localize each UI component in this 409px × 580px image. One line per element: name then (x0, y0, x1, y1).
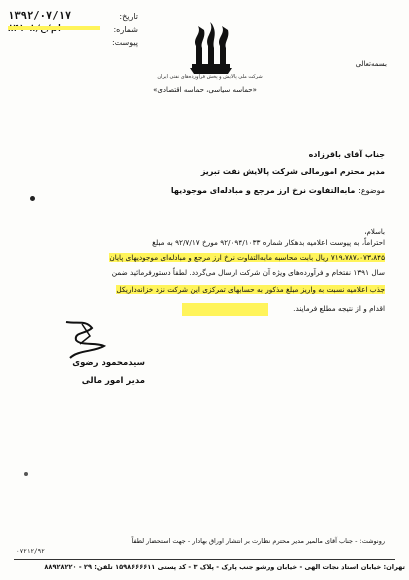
date-highlight (8, 26, 100, 30)
signatory-title: مدیر امور مالی (81, 376, 145, 386)
cc-line (132, 537, 385, 545)
recipient-title: مدیر محترم امورمالی شرکت پالایش نفت تبریز (200, 167, 385, 176)
footer-divider (14, 559, 395, 560)
attachment-label: پیوست: (111, 38, 138, 47)
subject-text: مابه‌التفاوت نرخ ارز مرجع و مبادله‌ای موجودیها (170, 186, 356, 195)
cc-reference: ۰۷۲۱۲/۹۲ (16, 548, 45, 555)
body-line-1: احتراماً، به پیوست اعلامیه بدهکار شماره ۹۲/۰۹۴/۱۰۳۳ مورخ ۹۲/۷/۱۷ به مبلغ (152, 238, 385, 247)
body-line-4: جذب اعلامیه نسبت به واریز مبلغ مذکور به حسابهای تمرکزی این شرکت نزد خزانه‌داریکل (116, 285, 385, 294)
cc-label: رونوشت: (359, 537, 385, 545)
logo-caption: شرکت ملی پالایش و پخش فرآورده‌های نفتی ایران (157, 74, 263, 80)
subject-label: موضوع: (358, 186, 385, 195)
company-logo-icon (182, 20, 238, 76)
body-line-5: اقدام و از نتیجه مطلع فرمایند. (293, 304, 385, 313)
letter-meta (8, 10, 138, 49)
body-line-3: سال ۱۳۹۱ نفتخام و فرآورده‌های ویژه آن شرکت ارسال می‌گردد. لطفاً دستورفرمائید ضمن (111, 268, 385, 277)
basmala: بسمه‌تعالی (355, 60, 387, 68)
footer-address: تهران: خیابان استاد نجات الهی - خیابان ورشو جنب پارک - پلاک ۳ - کد پستی ۱۵۹۸۶۶۶۶۱۱ تلفن: ۲۹ - ۸۸۹۲۸۲۲۰ (44, 563, 405, 571)
body-line-5-highlight (182, 303, 268, 316)
number-label: شماره: (113, 25, 138, 34)
slogan: «حماسه سیاسی، حماسه اقتصادی» (153, 86, 257, 94)
date-label: تاریخ: (119, 12, 138, 21)
subject-line (171, 186, 385, 195)
date-value: ۱۳۹۲/۰۷/۱۷ (8, 10, 72, 22)
attachment-row (8, 36, 138, 49)
cc-text: - جناب آقای مالمیر مدیر محترم نظارت بر انتشار اوراق بهادار - جهت استحضار لطفاً (131, 537, 358, 545)
greeting: باسلام، (364, 228, 385, 236)
margin-dot (30, 196, 35, 201)
signatory-name: سیدمحمود رضوی (72, 358, 145, 368)
body-line-2: ۷۱۹،۷۸۷،۰۷۳،۸۴۵ ریال بابت محاسبه مابه‌التفاوت نرخ ارز مرجع و مبادله‌ای موجودیهای پایان (109, 253, 385, 262)
margin-mark (24, 472, 28, 476)
date-row (8, 10, 138, 23)
recipient-name: جناب آقای باقرزاده (308, 150, 385, 159)
